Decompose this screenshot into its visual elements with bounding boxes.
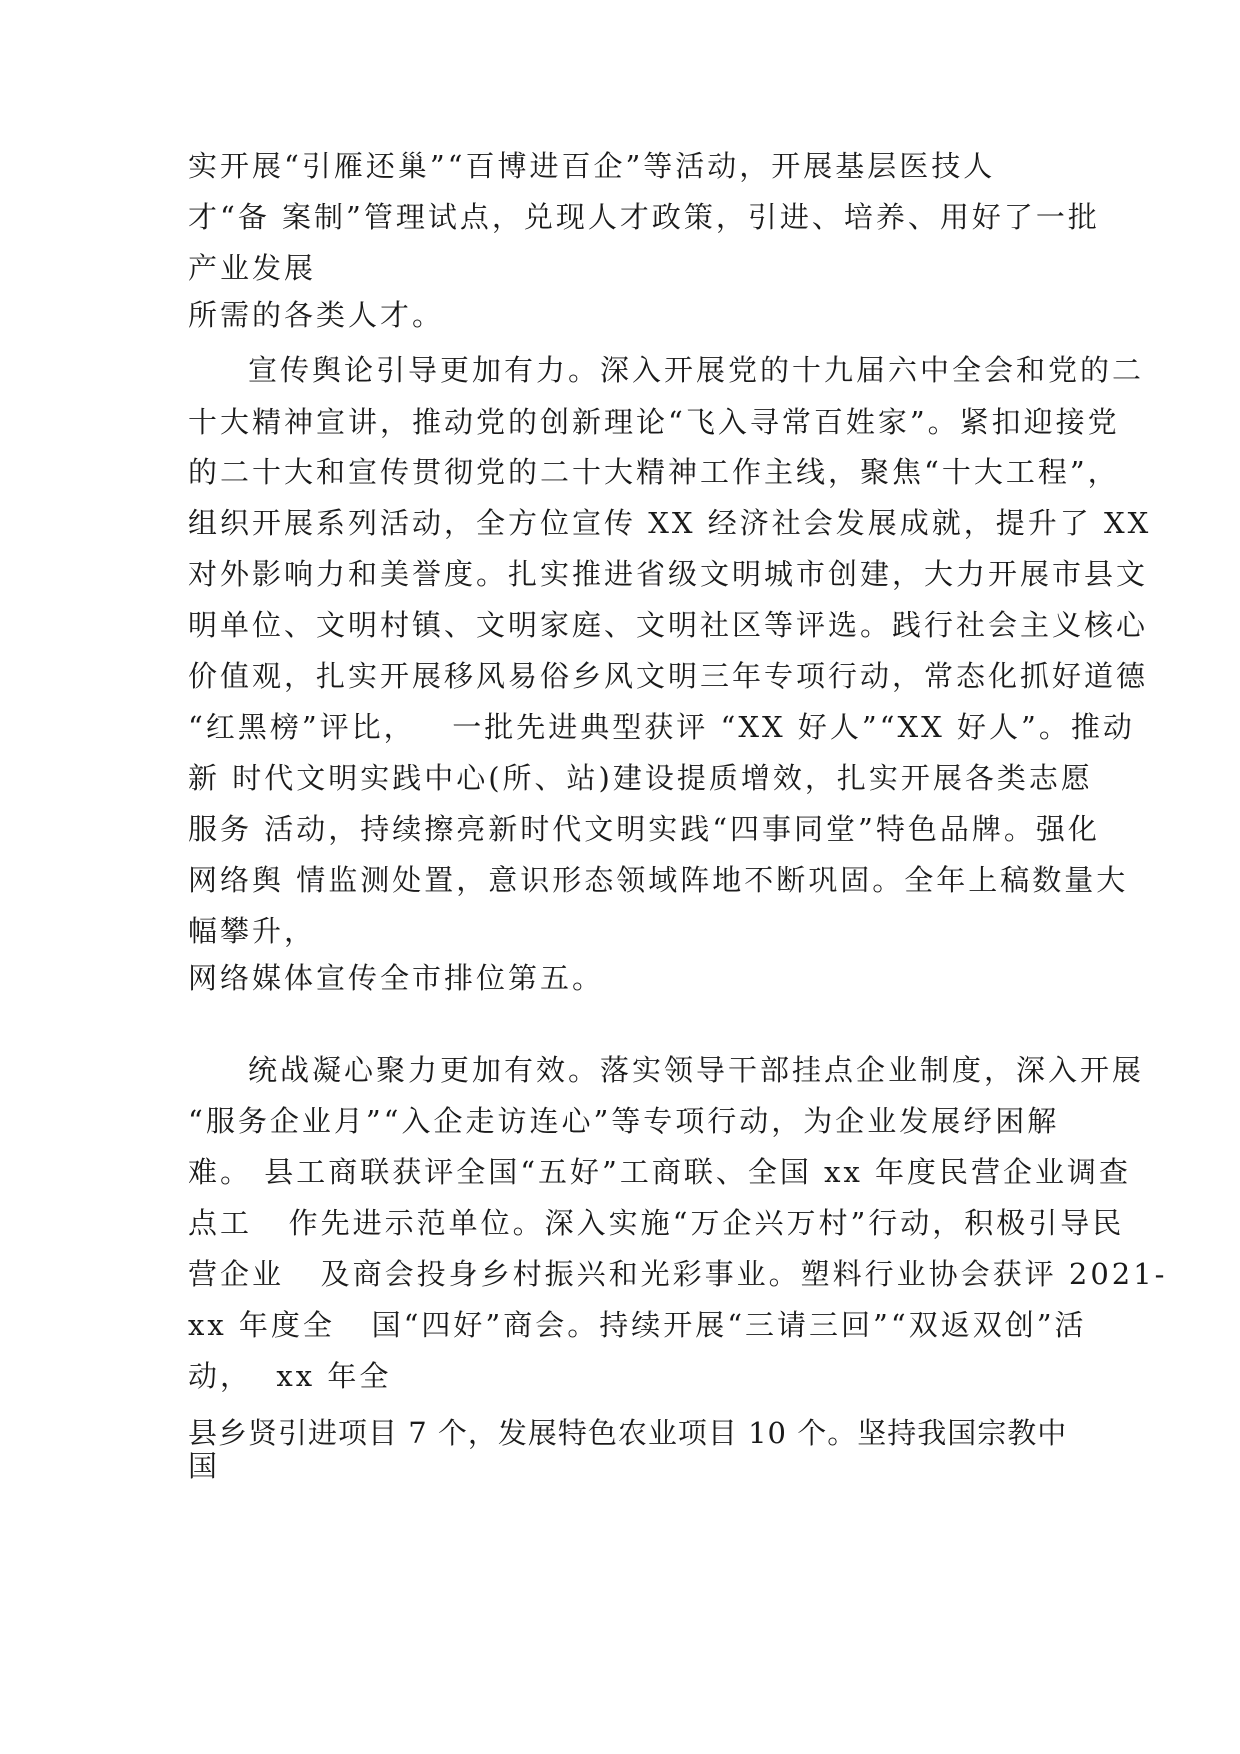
text-line: 对外影响力和美誉度。扎实推进省级文明城市创建，大力开展市县文 (188, 557, 1149, 591)
text-line: 所需的各类人才。 (188, 298, 445, 332)
text-line: xx 年度全 国“四好”商会。持续开展“三请三回”“双返双创”活 (188, 1308, 1087, 1342)
paragraph-start-line: 宣传舆论引导更加有力。深入开展党的十九届六中全会和党的二 (248, 353, 1145, 387)
text-line: 动， xx 年全 (188, 1359, 392, 1393)
text-line: 明单位、文明村镇、文明家庭、文明社区等评选。践行社会主义核心 (188, 608, 1149, 642)
text-line: 产业发展 (188, 251, 317, 285)
text-line: 网络舆 情监测处置，意识形态领域阵地不断巩固。全年上稿数量大 (188, 863, 1129, 897)
text-line: 县乡贤引进项目 7 个，发展特色农业项目 10 个。坚持我国宗教中 (188, 1416, 1068, 1450)
text-line: 难。 县工商联获评全国“五好”工商联、全国 xx 年度民营企业调查 (188, 1155, 1132, 1189)
text-line: “服务企业月”“入企走访连心”等专项行动，为企业发展纾困解 (188, 1104, 1060, 1138)
text-line: 实开展“引雁还巢”“百博进百企”等活动，开展基层医技人 (188, 149, 996, 183)
text-line: 价值观，扎实开展移风易俗乡风文明三年专项行动，常态化抓好道德 (188, 659, 1149, 693)
text-line: 才“备 案制”管理试点，兑现人才政策，引进、培养、用好了一批 (188, 200, 1100, 234)
text-line: “红黑榜”评比， 一批先进典型获评 “XX 好人”“XX 好人”。推动 (188, 710, 1135, 744)
text-line: 组织开展系列活动，全方位宣传 XX 经济社会发展成就，提升了 XX (188, 506, 1152, 540)
text-line: 网络媒体宣传全市排位第五。 (188, 961, 605, 995)
text-line: 的二十大和宣传贯彻党的二十大精神工作主线，聚焦“十大工程”， (188, 455, 1120, 489)
text-line: 新 时代文明实践中心(所、站)建设提质增效，扎实开展各类志愿 (188, 761, 1093, 795)
paragraph-start-line: 统战凝心聚力更加有效。落实领导干部挂点企业制度，深入开展 (248, 1053, 1145, 1087)
text-line: 国 (188, 1449, 221, 1483)
text-line: 服务 活动，持续擦亮新时代文明实践“四事同堂”特色品牌。强化 (188, 812, 1100, 846)
text-line: 点工 作先进示范单位。深入实施“万企兴万村”行动，积极引导民 (188, 1206, 1125, 1240)
text-line: 十大精神宣讲，推动党的创新理论“飞入寻常百姓家”。紧扣迎接党 (188, 405, 1120, 439)
text-line: 营企业 及商会投身乡村振兴和光彩事业。塑料行业协会获评 2021- (188, 1257, 1168, 1291)
text-line: 幅攀升， (188, 914, 317, 948)
